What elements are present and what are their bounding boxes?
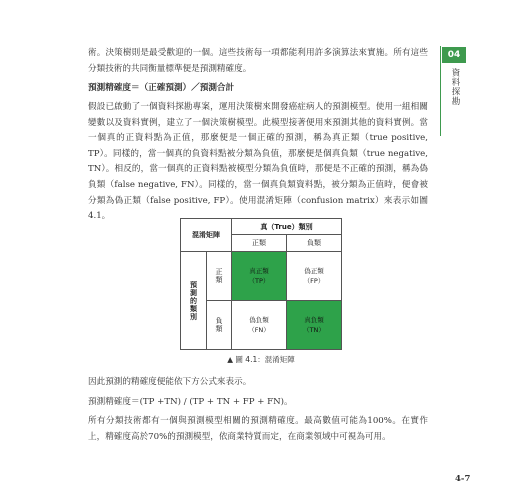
row-header-negative: 負類 xyxy=(206,300,232,350)
intro-paragraph: 術。決策樹則是最受歡迎的一個。這些技術每一項都能利用許多演算法來實施。所有這些分類技術的共同衡量標準便是預測精確度。 xyxy=(88,48,428,74)
predicted-class-header: 預測的類別 xyxy=(180,251,207,350)
section-heading: 預測精確度＝（正確預測）／預測合計 xyxy=(88,83,235,93)
chapter-tab-line xyxy=(440,46,441,136)
after-matrix-text: 因此預測的精確度便能依下方公式來表示。 xyxy=(88,377,252,387)
chapter-number-tab: 04 xyxy=(442,47,466,63)
cell-true-positive: 真正類 （TP） xyxy=(231,251,287,301)
true-class-header: 真（True）類別 xyxy=(231,218,342,235)
col-header-negative: 負類 xyxy=(286,234,342,252)
chapter-title: 資料探勘 xyxy=(450,68,460,106)
cell-true-negative: 真負類 （TN） xyxy=(286,300,342,350)
formula-text: 預測精確度＝(TP +TN) / (TP + TN + FP + FN)。 xyxy=(88,397,293,407)
page-number: 4-7 xyxy=(455,474,471,484)
cell-false-negative: 偽負類 （FN） xyxy=(231,300,287,350)
figure-caption: ▲ 圖 4.1：混淆矩陣 xyxy=(227,355,295,364)
matrix-corner: 混淆矩陣 xyxy=(180,218,232,252)
col-header-positive: 正類 xyxy=(231,234,287,252)
body-paragraph-2: 所有分類技術都有一個與預測模型相關的預測精確度。最高數值可能為100%。在實作上，精確度高於70%的預測模型，依商業特質而定，在商業領域中可視為可用。 xyxy=(88,416,428,442)
confusion-matrix xyxy=(180,218,342,350)
row-header-positive: 正類 xyxy=(206,251,232,301)
cell-false-positive: 偽正類 （FP） xyxy=(286,251,342,301)
body-paragraph-1: 假設已啟動了一個資料探勘專案，運用決策樹來開發癌症病人的預測模型。使用一組相關變數以及資料實例，建立了一個決策樹模型。此模型接著便用來預測其他的資料實例。當一個真的正資料點為正值，那麼便是一個正確的預測，稱為真正類（true positive, TP）。同樣的，當一個真的負資料點被分類為負值，那麼便是個真負類（true negative, TN）。相反的，當一個真的正資料點被模型分類為負值時，那便是不正確的預測，稱為偽負類（false negative, FN）。同樣的，當一個真負類資料點，被分類為正值時，便會被分類為偽正類（false positive, FP）。使用混淆矩陣（confusion matrix）來表示如圖 4.1。 xyxy=(88,102,428,222)
